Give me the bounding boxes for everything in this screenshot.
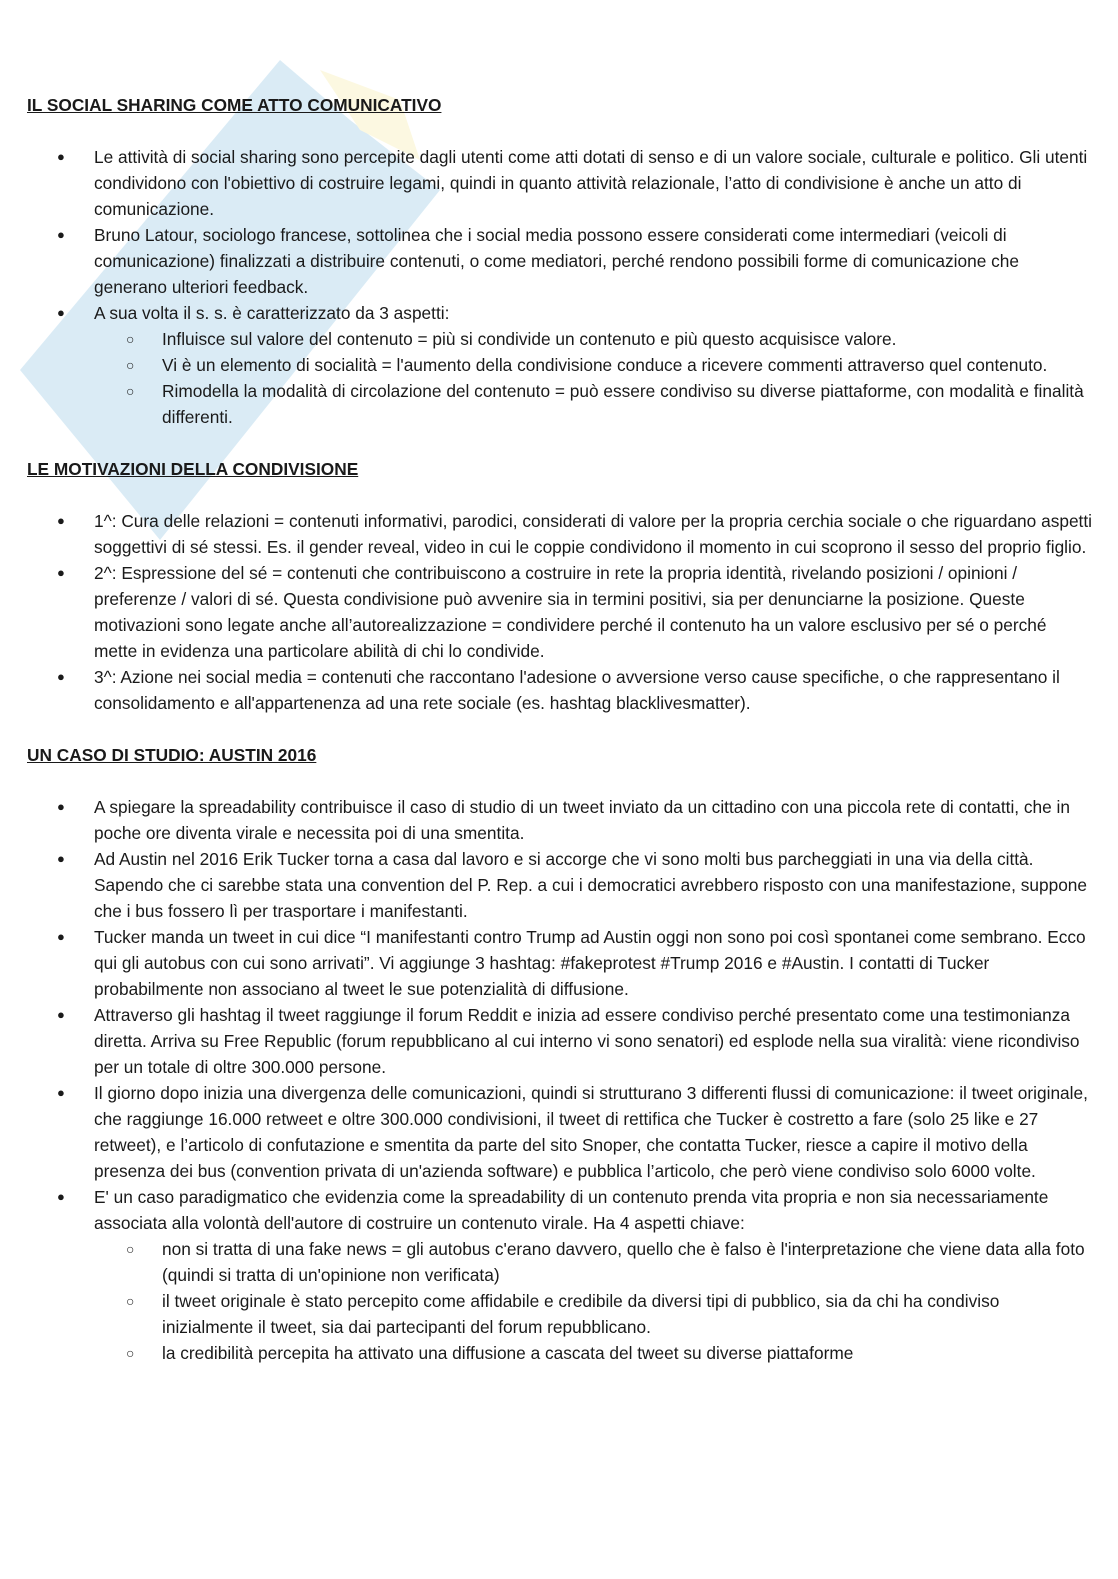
list-item: ● Ad Austin nel 2016 Erik Tucker torna a casa dal lavoro e si accorge che vi sono molti bus parcheggiati in una via della città. Sapendo che ci sarebbe stata una convention del P. Rep. a cui i democratici avrebbero risposto con una manifestazione, suppone che i bus fossero lì per trasportare i manifestanti.: [27, 846, 1092, 924]
sub-list-item: ○ la credibilità percepita ha attivato una diffusione a cascata del tweet su diverse piattaforme: [94, 1340, 1092, 1366]
list-item: ● A spiegare la spreadability contribuisce il caso di studio di un tweet inviato da un cittadino con una piccola rete di contatti, che in poche ore diventa virale e necessita poi di una smentita.: [27, 794, 1092, 846]
list-item-text: E' un caso paradigmatico che evidenzia come la spreadability di un contenuto prenda vita propria e non sia necessariamente associata alla volontà dell'autore di costruire un contenuto virale. Ha 4 aspetti chiave:: [94, 1187, 1049, 1233]
list-item: [27, 1184, 1092, 1366]
sub-list-item: ○ Vi è un elemento di socialità = l'aumento della condivisione conduce a ricevere commenti attraverso quel contenuto.: [94, 352, 1092, 378]
section-title: LE MOTIVAZIONI DELLA CONDIVISIONE: [27, 459, 359, 479]
list-item: ● Tucker manda un tweet in cui dice “I manifestanti contro Trump ad Austin oggi non sono poi così spontanei come sembrano. Ecco qui gli autobus con cui sono arrivati”. Vi aggiunge 3 hashtag: #fakeprotest #Trump 2016 e #Austin. I contatti di Tucker probabilmente non associano al tweet le sue potenzialità di diffusione.: [27, 924, 1092, 1002]
sub-list: [27, 326, 1092, 430]
sub-list-item: ○ il tweet originale è stato percepito come affidabile e credibile da diversi tipi di pubblico, sia da chi ha condiviso inizialmente il tweet, sia dai partecipanti del forum repubblicano.: [94, 1288, 1092, 1340]
list-item: ● 3^: Azione nei social media = contenuti che raccontano l'adesione o avversione verso cause specifiche, o che rappresentano il consolidamento e all'appartenenza ad una rete sociale (es. hashtag blacklivesmatter).: [27, 664, 1092, 716]
sub-list-item: ○ Influisce sul valore del contenuto = più si condivide un contenuto e più questo acquisisce valore.: [94, 326, 1092, 352]
list-item: ● Le attività di social sharing sono percepite dagli utenti come atti dotati di senso e di un valore sociale, culturale e politico. Gli utenti condividono con l'obiettivo di costruire legami, quindi in quanto attività relazionale, l’atto di condivisione è anche un atto di comunicazione.: [27, 144, 1092, 222]
sub-list-item: ○ non si tratta di una fake news = gli autobus c'erano davvero, quello che è falso è l'interpretazione che viene data alla foto (quindi si tratta di un'opinione non verificata): [94, 1236, 1092, 1288]
section-title: IL SOCIAL SHARING COME ATTO COMUNICATIVO: [27, 95, 442, 115]
section-title: UN CASO DI STUDIO: AUSTIN 2016: [27, 745, 317, 765]
list-item: [27, 300, 1092, 430]
list-item: ● Il giorno dopo inizia una divergenza delle comunicazioni, quindi si strutturano 3 differenti flussi di comunicazione: il tweet originale, che raggiunge 16.000 retweet e oltre 300.000 condivisioni, il tweet di rettifica che Tucker è costretto a fare (solo 25 like e 27 retweet), e l’articolo di confutazione e smentita da parte del sito Snoper, che contatta Tucker, riesce a capire il motivo della presenza dei bus (convention privata di un'azienda software) e pubblica l’articolo, che però viene condiviso solo 6000 volte.: [27, 1080, 1092, 1184]
list-item-text: A sua volta il s. s. è caratterizzato da 3 aspetti:: [94, 303, 450, 323]
sub-list-item: ○ Rimodella la modalità di circolazione del contenuto = può essere condiviso su diverse piattaforme, con modalità e finalità differenti.: [94, 378, 1092, 430]
document-page: [27, 92, 1092, 1392]
list-item: ● 1^: Cura delle relazioni = contenuti informativi, parodici, considerati di valore per la propria cerchia sociale o che riguardano aspetti soggettivi di sé stessi. Es. il gender reveal, video in cui le coppie condividono il momento in cui scoprono il sesso del proprio figlio.: [27, 508, 1092, 560]
list-item: ● Attraverso gli hashtag il tweet raggiunge il forum Reddit e inizia ad essere condiviso perché presentato come una testimonianza diretta. Arriva su Free Republic (forum repubblicano al cui interno vi sono senatori) ed esplode nella sua viralità: viene ricondiviso per un totale di oltre 300.000 persone.: [27, 1002, 1092, 1080]
sub-list: [27, 1236, 1092, 1366]
list-item: ● 2^: Espressione del sé = contenuti che contribuiscono a costruire in rete la propria identità, rivelando posizioni / opinioni / preferenze / valori di sé. Questa condivisione può avvenire sia in termini positivi, sia per denunciarne la posizione. Queste motivazioni sono legate anche all’autorealizzazione = condividere perché il contenuto ha un valore esclusivo per sé o perché mette in evidenza una particolare abilità di chi lo condivide.: [27, 560, 1092, 664]
bullet-list: [27, 794, 1092, 1366]
bullet-list: [27, 508, 1092, 716]
bullet-list: [27, 144, 1092, 430]
list-item: ● Bruno Latour, sociologo francese, sottolinea che i social media possono essere considerati come intermediari (veicoli di comunicazione) finalizzati a distribuire contenuti, o come mediatori, perché rendono possibili forme di comunicazione che generano ulteriori feedback.: [27, 222, 1092, 300]
